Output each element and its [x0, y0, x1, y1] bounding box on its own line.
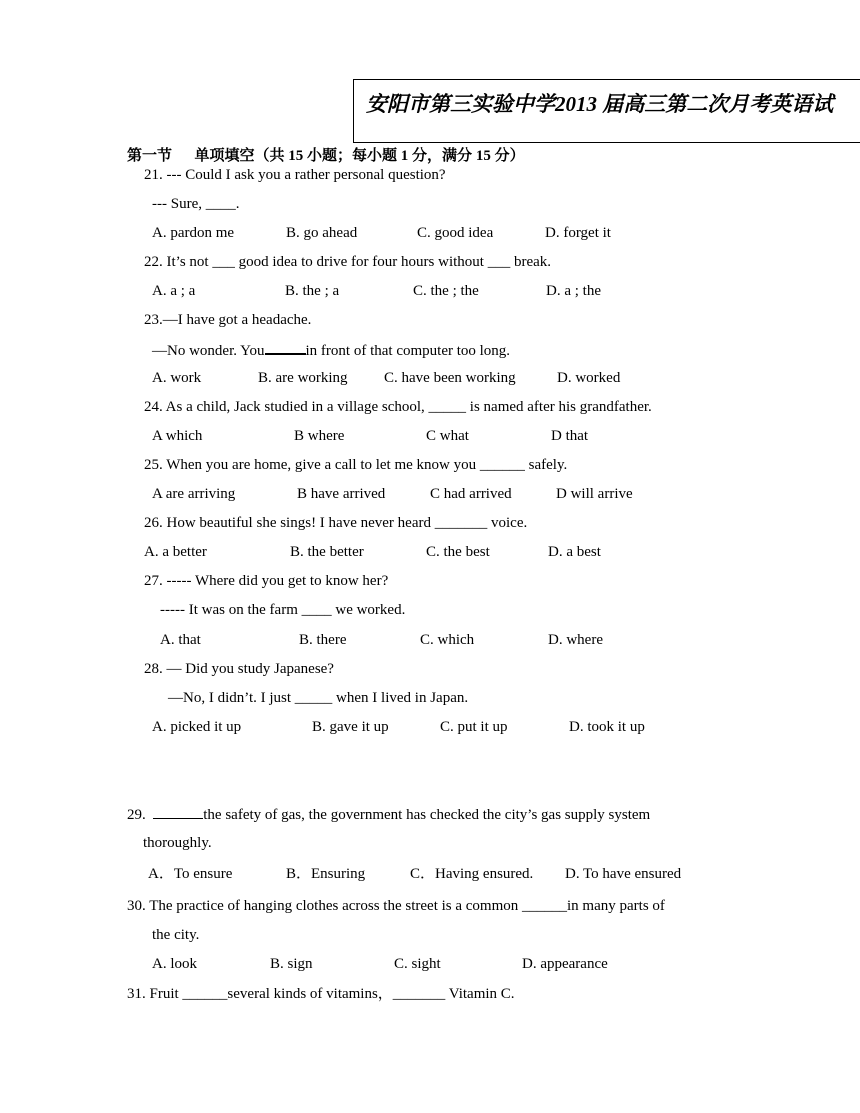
- q22-option-b: B. the ; a: [285, 283, 340, 299]
- q30-option-c: C. sight: [394, 956, 441, 972]
- q29-option-c: C．Having ensured.: [410, 866, 534, 882]
- question-28-stem: 28. — Did you study Japanese?: [144, 661, 334, 677]
- section-end: 分）: [494, 148, 525, 164]
- q21-option-c: C. good idea: [417, 225, 494, 241]
- q24-option-d: D that: [551, 428, 589, 444]
- q28-option-a: A. picked it up: [152, 719, 242, 735]
- q25-option-a: A are arriving: [152, 486, 236, 502]
- question-23-stem: 23.—I have got a headache.: [144, 312, 312, 328]
- question-23-reply: [152, 339, 510, 361]
- q28-option-d: D. took it up: [569, 719, 645, 735]
- q27-option-a: A. that: [160, 632, 201, 648]
- question-24-stem: 24. As a child, Jack studied in a village school, _____ is named after his grandfather.: [144, 399, 652, 415]
- question-28-reply: —No, I didn’t. I just _____ when I lived in Japan.: [168, 690, 469, 706]
- q25-option-b: B have arrived: [297, 486, 386, 502]
- q24-option-a: A which: [152, 428, 203, 444]
- q26-option-b: B. the better: [290, 544, 364, 560]
- q23-blank: [265, 339, 306, 355]
- q29-option-a: A．To ensure: [148, 866, 233, 882]
- question-29-stem-cont: thoroughly.: [143, 835, 212, 851]
- q26-option-c: C. the best: [426, 544, 490, 560]
- q30-option-a: A. look: [152, 956, 197, 972]
- q21-option-d: D. forget it: [545, 225, 611, 241]
- question-27-reply: ----- It was on the farm ____ we worked.: [160, 602, 406, 618]
- q21-option-b: B. go ahead: [286, 225, 358, 241]
- question-26-stem: 26. How beautiful she sings! I have never heard _______ voice.: [144, 515, 528, 531]
- q22-option-a: A. a ; a: [152, 283, 196, 299]
- section-total: 15: [475, 148, 491, 164]
- question-29-stem: [127, 804, 735, 825]
- exam-title: 安阳市第三实验中学2013 届高三第二次月考英语试: [366, 92, 834, 116]
- q23-option-d: D. worked: [557, 370, 621, 386]
- q23-option-b: B. are working: [258, 370, 348, 386]
- q23-reply-start: —No wonder. You: [152, 343, 265, 359]
- question-21-stem: 21. --- Could I ask you a rather personal question?: [144, 167, 446, 183]
- q29-blank: [153, 804, 203, 819]
- q21-option-a: A. pardon me: [152, 225, 235, 241]
- question-30-stem: 30. The practice of hanging clothes across the street is a common ______in many parts of: [127, 898, 665, 914]
- q27-option-c: C. which: [420, 632, 475, 648]
- section-count: 15: [288, 148, 304, 164]
- question-27-stem: 27. ----- Where did you get to know her?: [144, 573, 389, 589]
- section-each: 1: [400, 148, 409, 164]
- q29-number: 29.: [127, 807, 146, 823]
- q22-option-c: C. the ; the: [413, 283, 479, 299]
- q27-option-b: B. there: [299, 632, 347, 648]
- question-30-stem-cont: the city.: [152, 927, 200, 943]
- section-heading: [127, 144, 525, 165]
- question-21-reply: --- Sure, ____.: [152, 196, 240, 212]
- q24-option-c: C what: [426, 428, 469, 444]
- question-22-stem: 22. It’s not ___ good idea to drive for four hours without ___ break.: [144, 254, 552, 270]
- q28-option-c: C. put it up: [440, 719, 508, 735]
- q24-option-b: B where: [294, 428, 345, 444]
- q26-option-d: D. a best: [548, 544, 601, 560]
- section-label: 单项填空（共: [194, 148, 285, 164]
- q26-option-a: A. a better: [144, 544, 207, 560]
- question-31-stem: 31. Fruit ______several kinds of vitamins，_______ Vitamin C.: [127, 986, 515, 1002]
- section-name: 第一节: [127, 148, 173, 164]
- q29-option-d: D. To have ensured: [565, 866, 682, 882]
- q30-option-b: B. sign: [270, 956, 313, 972]
- q30-option-d: D. appearance: [522, 956, 608, 972]
- q22-option-d: D. a ; the: [546, 283, 601, 299]
- question-25-stem: 25. When you are home, give a call to let me know you ______ safely.: [144, 457, 568, 473]
- q25-option-c: C had arrived: [430, 486, 512, 502]
- title-box: [353, 79, 860, 143]
- section-mid1: 小题；每小题: [307, 148, 398, 164]
- q28-option-b: B. gave it up: [312, 719, 389, 735]
- q23-reply-end: in front of that computer too long.: [305, 343, 511, 359]
- q29-stem-text: the safety of gas, the government has checked the city’s gas supply system: [203, 807, 651, 823]
- q27-option-d: D. where: [548, 632, 603, 648]
- q25-option-d: D will arrive: [556, 486, 633, 502]
- q23-option-a: A. work: [152, 370, 202, 386]
- q23-option-c: C. have been working: [384, 370, 516, 386]
- section-mid2: 分，满分: [412, 148, 473, 164]
- q29-option-b: B．Ensuring: [286, 866, 366, 882]
